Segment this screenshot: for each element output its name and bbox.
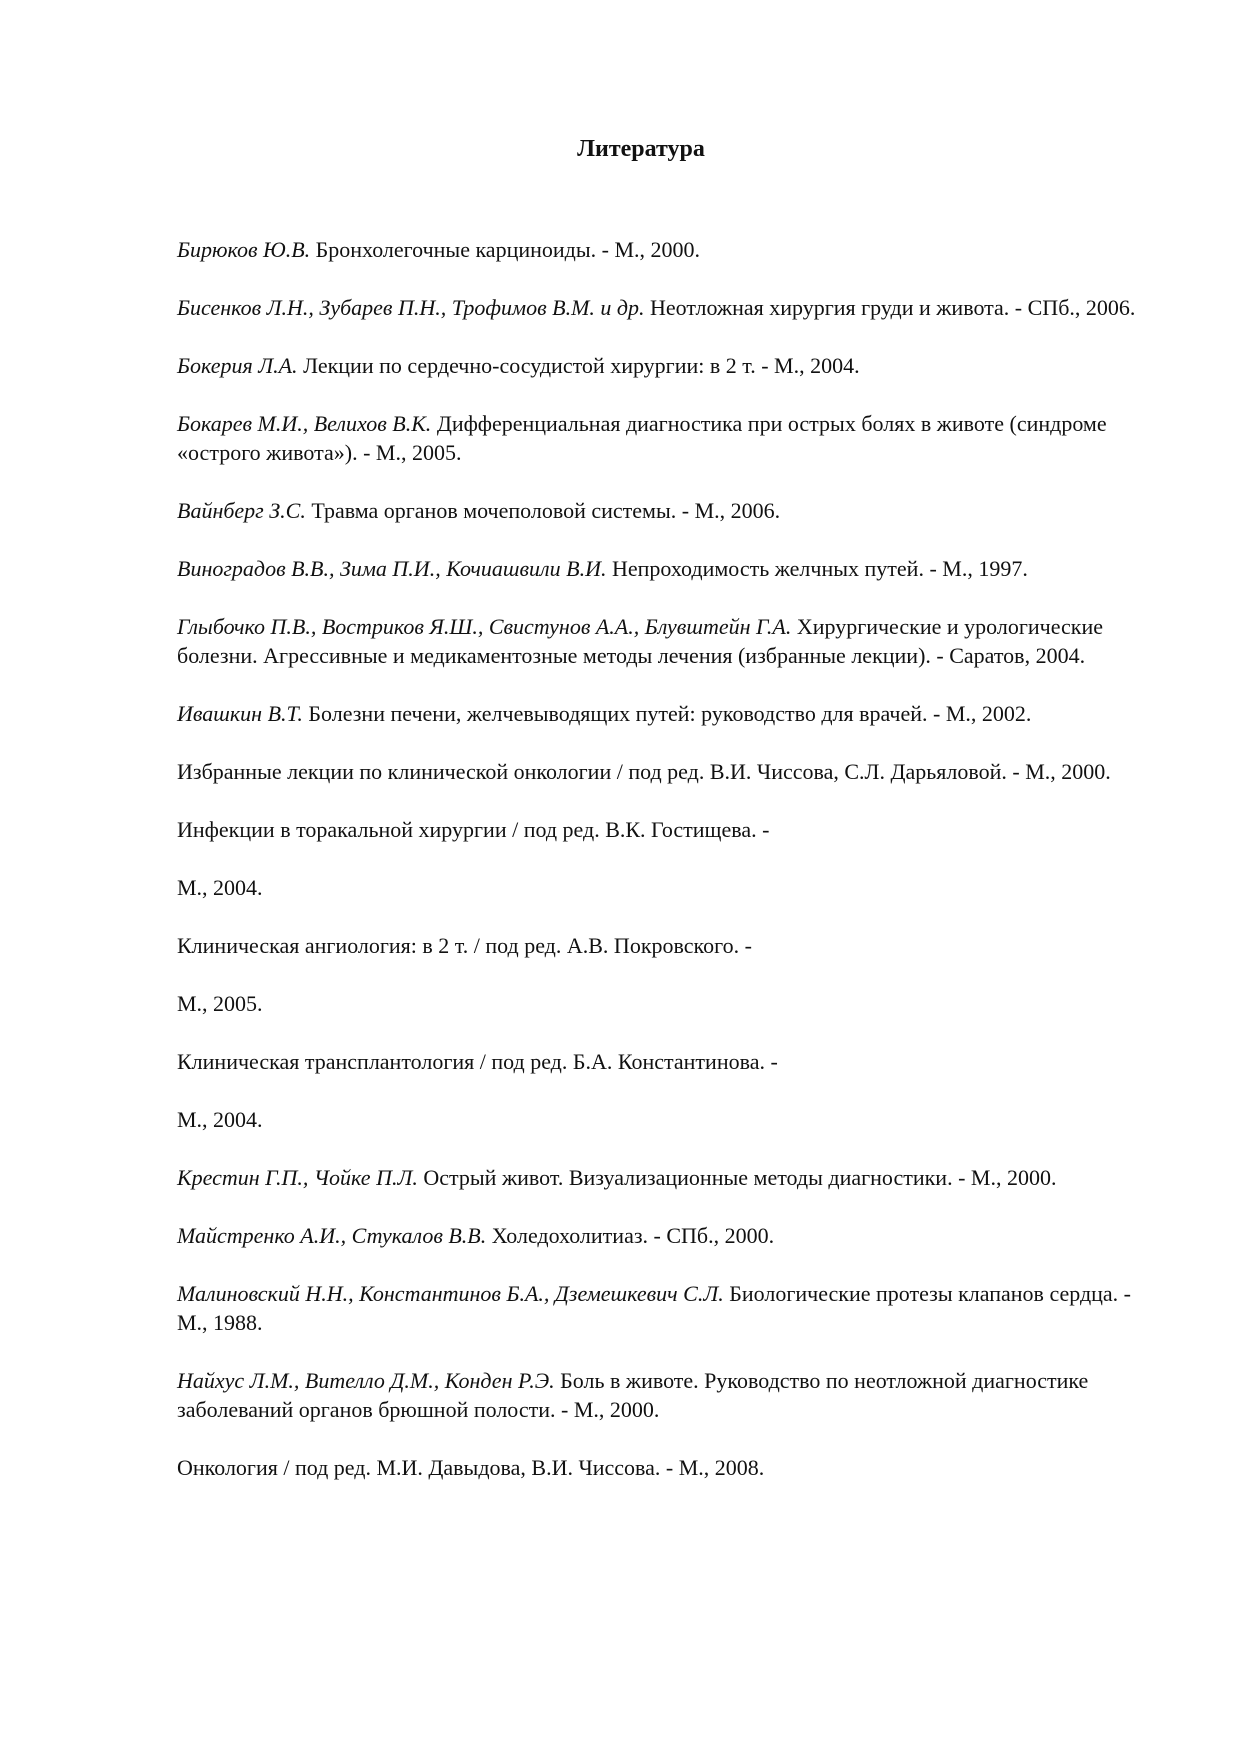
reference-list bbox=[177, 235, 1162, 1511]
reference-text: Боль в животе. Руководство по неотложной диагностике заболеваний органов брюшной полости. - М., 2000. bbox=[177, 1368, 1089, 1422]
reference-authors: Виноградов В.В., Зима П.И., Кочиашвили В.И. bbox=[177, 556, 607, 581]
reference-item bbox=[177, 351, 1162, 380]
reference-text: Дифференциальная диагностика при острых болях в животе (синдроме «острого живота»). - М., 2005. bbox=[177, 411, 1107, 465]
reference-authors: Найхус Л.М., Вителло Д.М., Конден Р.Э. bbox=[177, 1368, 555, 1393]
reference-text: Холедохолитиаз. - СПб., 2000. bbox=[491, 1223, 775, 1248]
reference-authors: Вайнберг З.С. bbox=[177, 498, 306, 523]
reference-text: Клиническая ангиология: в 2 т. / под ред. А.В. Покровского. - bbox=[177, 933, 752, 958]
reference-item bbox=[177, 1453, 1162, 1482]
reference-item bbox=[177, 235, 1162, 264]
reference-text: Инфекции в торакальной хирургии / под ред. В.К. Гостищева. - bbox=[177, 817, 770, 842]
reference-item bbox=[177, 931, 1162, 960]
reference-authors: Малиновский Н.Н., Константинов Б.А., Дземешкевич С.Л. bbox=[177, 1281, 724, 1306]
page-title: Литература bbox=[577, 136, 705, 163]
reference-text: М., 2004. bbox=[177, 1107, 263, 1132]
reference-authors: Бирюков Ю.В. bbox=[177, 237, 311, 262]
reference-item bbox=[177, 409, 1162, 467]
reference-authors: Майстренко А.И., Стукалов В.В. bbox=[177, 1223, 487, 1248]
reference-text: Травма органов мочеполовой системы. - М., 2006. bbox=[311, 498, 781, 523]
reference-item bbox=[177, 1105, 1162, 1134]
reference-text: Бронхолегочные карциноиды. - М., 2000. bbox=[315, 237, 701, 262]
reference-text: Болезни печени, желчевыводящих путей: руководство для врачей. - М., 2002. bbox=[308, 701, 1032, 726]
reference-item bbox=[177, 1047, 1162, 1076]
reference-item bbox=[177, 496, 1162, 525]
reference-authors: Бокерия Л.А. bbox=[177, 353, 298, 378]
reference-text: Неотложная хирургия груди и живота. - СПб., 2006. bbox=[650, 295, 1136, 320]
reference-authors: Глыбочко П.В., Востриков Я.Ш., Свистунов А.А., Блувштейн Г.А. bbox=[177, 614, 792, 639]
reference-item bbox=[177, 699, 1162, 728]
reference-item bbox=[177, 989, 1162, 1018]
reference-item bbox=[177, 1163, 1162, 1192]
reference-item bbox=[177, 293, 1162, 322]
reference-item bbox=[177, 873, 1162, 902]
reference-authors: Бокарев М.И., Велихов В.К. bbox=[177, 411, 432, 436]
reference-item bbox=[177, 612, 1162, 670]
reference-text: Непроходимость желчных путей. - М., 1997. bbox=[611, 556, 1028, 581]
reference-item bbox=[177, 757, 1162, 786]
reference-text: М., 2004. bbox=[177, 875, 263, 900]
reference-text: Острый живот. Визуализационные методы диагностики. - М., 2000. bbox=[423, 1165, 1057, 1190]
reference-item bbox=[177, 554, 1162, 583]
reference-authors: Крестин Г.П., Чойке П.Л. bbox=[177, 1165, 418, 1190]
reference-item bbox=[177, 1221, 1162, 1250]
reference-item bbox=[177, 815, 1162, 844]
reference-text: Избранные лекции по клинической онкологии / под ред. В.И. Чиссова, С.Л. Дарьяловой. - М., 2000. bbox=[177, 759, 1111, 784]
reference-item bbox=[177, 1279, 1162, 1337]
reference-text: Клиническая трансплантология / под ред. Б.А. Константинова. - bbox=[177, 1049, 778, 1074]
reference-item bbox=[177, 1366, 1162, 1424]
reference-text: М., 2005. bbox=[177, 991, 263, 1016]
reference-text: Лекции по сердечно-сосудистой хирургии: в 2 т. - М., 2004. bbox=[303, 353, 860, 378]
reference-text: Хирургические и урологические болезни. Агрессивные и медикаментозные методы лечения (избранные лекции). - Саратов, 2004. bbox=[177, 614, 1103, 668]
reference-authors: Ивашкин В.Т. bbox=[177, 701, 303, 726]
reference-text: Онкология / под ред. М.И. Давыдова, В.И. Чиссова. - М., 2008. bbox=[177, 1455, 765, 1480]
reference-authors: Бисенков Л.Н., Зубарев П.Н., Трофимов В.М. и др. bbox=[177, 295, 645, 320]
reference-text: Биологические протезы клапанов сердца. - М., 1988. bbox=[177, 1281, 1132, 1335]
